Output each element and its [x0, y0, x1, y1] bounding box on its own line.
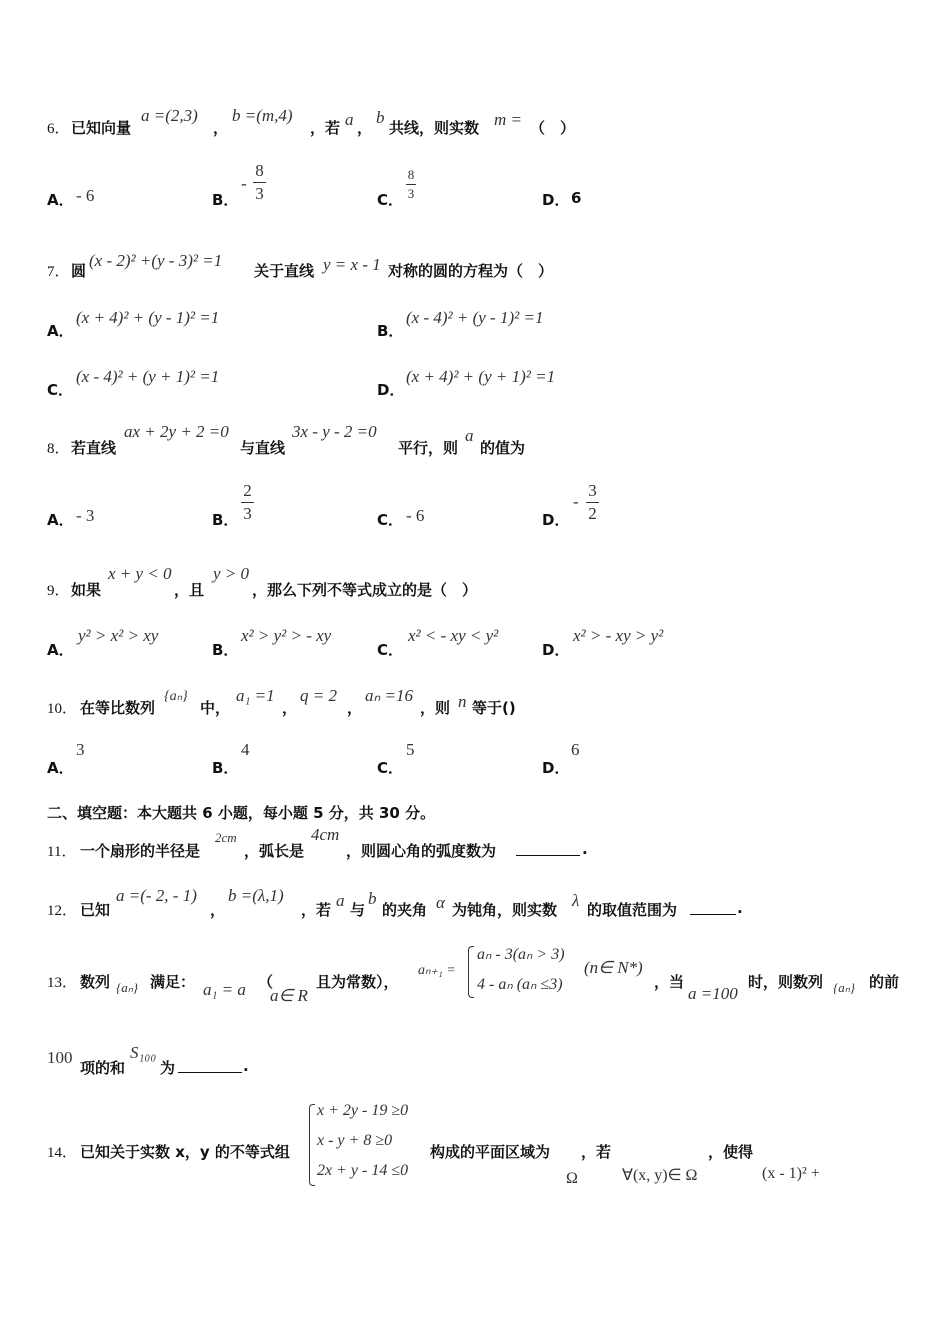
option-value: - 6	[76, 186, 95, 205]
option-label: D．	[377, 381, 405, 399]
option-value: (x + 4)² + (y + 1)² =1	[406, 367, 556, 386]
question-text: 项的和	[80, 1059, 126, 1077]
question-text: 中，	[200, 699, 231, 717]
math-vector-a: a =(- 2, - 1)	[116, 886, 197, 905]
question-text: ，当	[654, 973, 685, 991]
answer-blank[interactable]	[178, 1058, 242, 1073]
question-text: 数列	[80, 973, 111, 991]
option-label: D．	[542, 759, 570, 777]
math-case-1: aₙ - 3(aₙ > 3)	[477, 946, 565, 963]
option-value: y² > x² > xy	[78, 626, 159, 645]
question-text: 关于直线	[254, 262, 315, 280]
question-text: ，若	[581, 1143, 612, 1161]
option-label: D．	[542, 641, 570, 659]
question-text: ，则	[420, 699, 451, 717]
question-text: 的前	[869, 973, 900, 991]
math-sequence: {aₙ}	[833, 980, 856, 995]
question-text: 已知	[80, 901, 111, 919]
math-m: m =	[494, 110, 522, 129]
option-value: 6	[571, 740, 580, 759]
option-label: C．	[377, 641, 404, 659]
math-condition: y > 0	[213, 564, 250, 583]
question-text: 与	[350, 901, 366, 919]
math-domain: (n∈ N*)	[584, 958, 643, 977]
math-b: b	[368, 889, 377, 908]
question-text: 构成的平面区域为	[430, 1143, 551, 1161]
question-text: 对称的圆的方程为（ ）	[388, 262, 554, 280]
math-radius: 2cm	[215, 830, 237, 845]
math-a: a	[336, 891, 345, 910]
math-line-equation: y = x - 1	[323, 255, 381, 274]
answer-blank[interactable]	[690, 900, 736, 915]
math-inequality-3: 2x + y - 14 ≤0	[317, 1162, 409, 1179]
option-label: B．	[212, 759, 239, 777]
question-text: ，若	[310, 119, 341, 137]
question-text: .	[243, 1057, 249, 1075]
question-text: 满足：	[150, 973, 196, 991]
option-fraction	[241, 482, 254, 523]
question-text: （	[258, 973, 274, 991]
option-value: x² < - xy < y²	[408, 626, 499, 645]
math-lambda: λ	[572, 891, 580, 910]
separator: ，	[210, 901, 226, 919]
math-vector-a: a =(2,3)	[141, 106, 198, 125]
option-label: A．	[47, 759, 74, 777]
math-sum: S₁₀₀	[130, 1043, 157, 1062]
question-text: 与直线	[240, 439, 286, 457]
math-inequality-2: x - y + 8 ≥0	[317, 1132, 393, 1149]
section-heading: 二、填空题：本大题共 6 小题，每小题 5 分，共 30 分。	[47, 804, 436, 822]
fraction-denominator: 3	[255, 184, 264, 203]
option-value: 3	[76, 740, 85, 759]
math-a: a	[465, 426, 474, 445]
option-label: A．	[47, 511, 74, 529]
option-value: 5	[406, 740, 415, 759]
math-alpha: α	[436, 893, 445, 912]
question-text: ，那么下列不等式成立的是（ ）	[252, 581, 478, 599]
question-text: 若直线	[71, 439, 117, 457]
question-number: 13．	[47, 975, 78, 991]
separator: ，	[347, 699, 363, 717]
separator: ，	[357, 119, 373, 137]
question-number: 10．	[47, 701, 78, 717]
separator: ，	[282, 699, 298, 717]
math-circle-equation: (x - 2)² +(y - 3)² =1	[89, 251, 223, 270]
math-condition: a∈ R	[270, 986, 308, 1005]
math-arc-length: 4cm	[311, 825, 340, 844]
math-count: 100	[47, 1048, 73, 1067]
question-number: 12．	[47, 903, 78, 919]
option-value: 6	[571, 189, 582, 207]
option-value: x² > - xy > y²	[573, 626, 664, 645]
math-ratio: q = 2	[300, 686, 337, 705]
math-a-value: a =100	[688, 984, 738, 1003]
question-text: 在等比数列	[80, 699, 156, 717]
fraction-denominator: 3	[243, 504, 252, 523]
fraction-numerator: 2	[243, 481, 252, 500]
option-value: (x - 4)² + (y - 1)² =1	[406, 308, 544, 327]
question-text: 的夹角	[382, 901, 428, 919]
question-number: 6．	[47, 121, 70, 137]
option-label: D．	[542, 511, 570, 529]
option-label: C．	[377, 191, 404, 209]
question-text: 共线，则实数	[389, 119, 480, 137]
fraction-numerator: 8	[255, 161, 264, 180]
option-sign: -	[241, 174, 247, 193]
option-fraction	[253, 162, 266, 203]
math-sequence: {aₙ}	[164, 689, 188, 704]
question-text: ，使得	[708, 1143, 754, 1161]
question-text: 的取值范围为	[587, 901, 678, 919]
option-fraction	[586, 482, 599, 523]
question-text: 如果	[71, 581, 102, 599]
question-text: 为钝角，则实数	[452, 901, 558, 919]
math-inequality-1: x + 2y - 19 ≥0	[317, 1102, 409, 1119]
question-text: ，若	[301, 901, 332, 919]
option-label: A．	[47, 322, 74, 340]
option-value: (x - 4)² + (y + 1)² =1	[76, 367, 220, 386]
question-text: .	[737, 899, 743, 917]
math-sequence: {aₙ}	[116, 980, 139, 995]
option-label: C．	[47, 381, 74, 399]
math-line1: ax + 2y + 2 =0	[124, 422, 229, 441]
math-an: aₙ =16	[365, 686, 413, 705]
option-value: 4	[241, 740, 250, 759]
question-text: 且为常数），	[316, 973, 399, 991]
option-label: B．	[212, 641, 239, 659]
math-forall: ∀(x, y)∈ Ω	[622, 1167, 698, 1184]
question-text: 一个扇形的半径是	[80, 842, 201, 860]
question-text: 为	[160, 1059, 176, 1077]
option-value: - 3	[76, 506, 95, 525]
question-number: 11．	[47, 844, 77, 860]
fraction-denominator: 3	[407, 186, 415, 201]
math-case-2: 4 - aₙ (aₙ ≤3)	[477, 976, 563, 993]
answer-blank[interactable]	[516, 841, 580, 856]
option-sign: -	[573, 492, 579, 511]
left-brace	[309, 1104, 315, 1186]
question-text: 已知向量	[71, 119, 132, 137]
question-text: 已知关于实数 x，y 的不等式组	[80, 1143, 290, 1161]
option-label: B．	[212, 511, 239, 529]
option-label: C．	[377, 759, 404, 777]
option-label: C．	[377, 511, 404, 529]
question-text: .	[582, 840, 588, 858]
fraction-numerator: 3	[588, 481, 597, 500]
math-omega: Ω	[566, 1170, 578, 1187]
math-recurrence-lhs: aₙ₊₁ =	[418, 963, 456, 978]
question-text: 的值为	[480, 439, 526, 457]
question-text: 等于()	[472, 699, 516, 717]
option-label: A．	[47, 641, 74, 659]
question-text: ，弧长是	[244, 842, 305, 860]
math-expression: (x - 1)² +	[762, 1165, 820, 1182]
question-text: 圆	[71, 262, 87, 280]
separator: ，	[213, 119, 229, 137]
math-a1: a₁ = a	[203, 980, 246, 999]
fraction-numerator: 8	[407, 167, 415, 182]
question-number: 9．	[47, 583, 70, 599]
math-vector-b: b =(λ,1)	[228, 886, 284, 905]
question-text: ，则圆心角的弧度数为	[346, 842, 497, 860]
question-number: 7．	[47, 264, 70, 280]
question-text: 平行，则	[398, 439, 459, 457]
option-value: x² > y² > - xy	[241, 626, 332, 645]
question-number: 14．	[47, 1145, 78, 1161]
math-b: b	[376, 108, 385, 127]
option-value: - 6	[406, 506, 425, 525]
option-value: (x + 4)² + (y - 1)² =1	[76, 308, 220, 327]
fraction-denominator: 2	[588, 504, 597, 523]
math-line2: 3x - y - 2 =0	[292, 422, 377, 441]
option-label: A．	[47, 191, 74, 209]
math-vector-b: b =(m,4)	[232, 106, 293, 125]
answer-paren: （ ）	[530, 119, 576, 137]
math-n: n	[458, 692, 467, 711]
math-a: a	[345, 110, 354, 129]
question-text: ，且	[174, 581, 205, 599]
option-label: B．	[377, 322, 404, 340]
option-label: D．	[542, 191, 570, 209]
option-fraction	[406, 168, 416, 201]
question-text: 时，则数列	[748, 973, 824, 991]
math-condition: x + y < 0	[108, 564, 172, 583]
option-label: B．	[212, 191, 239, 209]
left-brace	[468, 946, 474, 998]
question-number: 8．	[47, 441, 70, 457]
math-a1: a₁ =1	[236, 686, 275, 705]
